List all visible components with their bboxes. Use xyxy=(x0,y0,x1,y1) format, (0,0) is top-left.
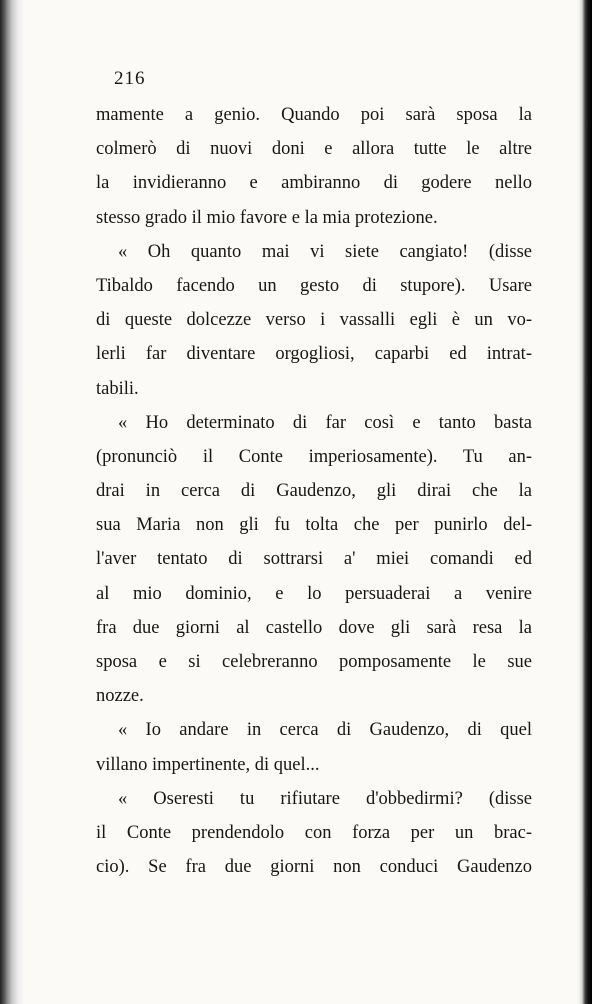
text-line: stesso grado il mio favore e la mia protezione. xyxy=(96,207,438,228)
text-line: « Io andare in cerca di Gaudenzo, di quel xyxy=(118,720,532,741)
text-line: lerli far diventare orgogliosi, caparbi ed intrat- xyxy=(96,344,532,365)
paragraph-4 xyxy=(96,713,532,781)
paragraph-5 xyxy=(96,782,532,885)
page-number: 216 xyxy=(114,68,146,89)
text-line: nozze. xyxy=(96,686,144,707)
paragraph-2 xyxy=(96,235,532,406)
page-edge-shadow xyxy=(578,0,592,1004)
text-line: villano impertinente, di quel... xyxy=(96,754,320,775)
paragraph-3 xyxy=(96,406,532,714)
text-line: il Conte prendendolo con forza per un brac- xyxy=(96,822,532,843)
text-line: drai in cerca di Gaudenzo, gli dirai che la xyxy=(96,481,532,502)
paragraph-1 xyxy=(96,98,532,235)
text-line: tabili. xyxy=(96,378,139,399)
text-line: sua Maria non gli fu tolta che per punirlo del- xyxy=(96,515,532,536)
text-line: Tibaldo facendo un gesto di stupore). Usare xyxy=(96,275,532,296)
text-line: « Ho determinato di far così e tanto basta xyxy=(118,412,532,433)
text-line: la invidieranno e ambiranno di godere nello xyxy=(96,173,532,194)
text-line: al mio dominio, e lo persuaderai a venire xyxy=(96,583,532,604)
text-line: colmerò di nuovi doni e allora tutte le altre xyxy=(96,139,532,160)
text-line: « Oseresti tu rifiutare d'obbedirmi? (disse xyxy=(118,788,532,809)
text-line: l'aver tentato di sottrarsi a' miei comandi ed xyxy=(96,549,532,570)
text-line: fra due giorni al castello dove gli sarà resa la xyxy=(96,617,532,638)
page-text xyxy=(96,60,532,884)
text-line: « Oh quanto mai vi siete cangiato! (disse xyxy=(118,241,532,262)
page-gutter-shadow xyxy=(0,0,24,1004)
text-line: mamente a genio. Quando poi sarà sposa la xyxy=(96,105,532,125)
text-line: (pronunciò il Conte imperiosamente). Tu an- xyxy=(96,446,532,467)
text-line: sposa e si celebreranno pomposamente le sue xyxy=(96,652,532,672)
text-line: cio). Se fra due giorni non conduci Gaudenzo xyxy=(96,857,532,878)
text-line: di queste dolcezze verso i vassalli egli è un vo- xyxy=(96,310,532,331)
